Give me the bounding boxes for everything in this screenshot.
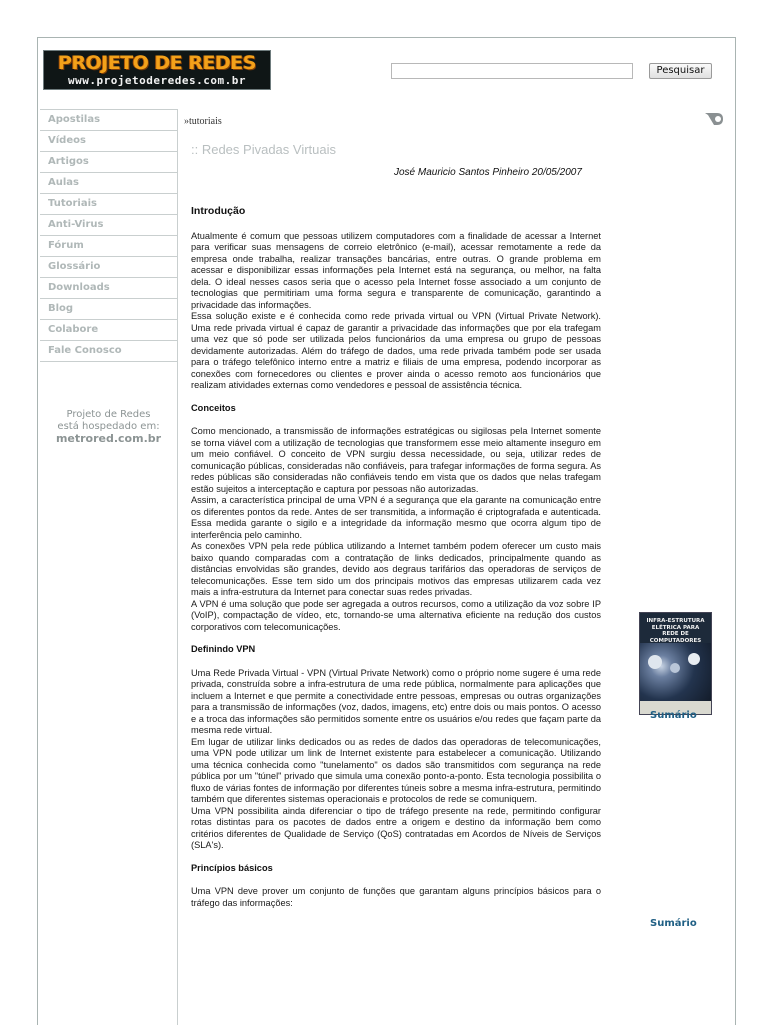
hosted-line-1: Projeto de Redes (66, 409, 151, 420)
sidebar-item-blog[interactable]: Blog (40, 298, 177, 319)
heading-definindo-vpn: Definindo VPN (191, 644, 256, 654)
search-input[interactable] (391, 63, 633, 79)
hosting-notice (40, 409, 177, 445)
sidebar-item-fale-conosco[interactable]: Fale Conosco (40, 340, 177, 362)
host-link[interactable]: metrored.com.br (55, 432, 162, 445)
logo-title: PROJETO DE REDES (58, 52, 256, 74)
sidebar-item-colabore[interactable]: Colabore (40, 319, 177, 340)
paragraph: Uma Rede Privada Virtual - VPN (Virtual Private Network) como o próprio nome sugere é uma rede privada, construída sobre a infra-estrutura de uma rede pública, normalmente para aplicações que incluem a Internet e que permite a conectividade entre pessoas, empresas ou outras organizações para a transmissão de informações (voz, dados, imagens, etc) entre dois ou mais pontos. O acesso e a troca das informações são permitidos somente entre os usuários e/ou redes que façam parte da mesma rede virtual. (191, 667, 601, 735)
sidebar-item-glossario[interactable]: Glossário (40, 256, 177, 277)
breadcrumb[interactable]: »tutoriais (184, 116, 222, 127)
search-button[interactable]: Pesquisar (649, 63, 712, 79)
sidebar-item-aulas[interactable]: Aulas (40, 172, 177, 193)
sidebar-divider (177, 109, 178, 1025)
sidebar-item-artigos[interactable]: Artigos (40, 151, 177, 172)
sumario-link-1[interactable]: Sumário (650, 710, 697, 721)
logo-url: www.projetoderedes.com.br (67, 74, 247, 87)
book-cover-image[interactable] (639, 612, 712, 715)
sidebar-item-downloads[interactable]: Downloads (40, 277, 177, 298)
sidebar-item-anti-virus[interactable]: Anti-Virus (40, 214, 177, 235)
curl-icon (705, 111, 723, 127)
paragraph: Assim, a característica principal de uma VPN é a segurança que ela garante na comunicação entre os diferentes pontos da rede. Antes de ser transmitida, a informação é criptografada e autenticada. Essa medida garante o sigilo e a integridade da informação mesmo que ocorra algum tipo de interferência pelo caminho. (191, 495, 601, 540)
heading-conceitos: Conceitos (191, 402, 236, 413)
sidebar-nav (40, 109, 177, 362)
site-logo[interactable] (43, 50, 271, 90)
sidebar-item-forum[interactable]: Fórum (40, 235, 177, 256)
sidebar-item-videos[interactable]: Vídeos (40, 130, 177, 151)
author-byline: José Mauricio Santos Pinheiro 20/05/2007 (394, 167, 582, 178)
paragraph: Como mencionado, a transmissão de informações estratégicas ou sigilosas pela Internet somente se torna viável com a utilização de tecnologias que transformem esse meio altamente inseguro em um meio confiável. O conceito de VPN surgiu dessa necessidade, ou seja, utilizar redes de comunicação públicas, consideradas não confiáveis, para trafegar informações de forma segura. As redes públicas são consideradas não confiáveis tendo em vista que os dados que nelas trafegam estão sujeitos a interceptação e captura por pessoas não autorizadas. (191, 426, 601, 494)
sidebar-item-tutoriais[interactable]: Tutoriais (40, 193, 177, 214)
article-body (191, 206, 601, 909)
heading-introducao: Introdução (191, 205, 246, 217)
paragraph: A VPN é uma solução que pode ser agregada a outros recursos, como a utilização da voz sobre IP (VoIP), compactação de vídeo, etc, tornando-se uma alternativa eficiente na redução dos custos corporativos com telecomunicações. (191, 598, 601, 632)
paragraph: Uma VPN possibilita ainda diferenciar o tipo de tráfego presente na rede, permitindo configurar rotas distintas para os pacotes de dados entre a origem e destino da informação bem como critérios diferentes de Qualidade de Serviço (QoS) contratadas em Acordos de Níveis de Serviços (SLA's). (191, 805, 601, 850)
paragraph: As conexões VPN pela rede pública utilizando a Internet também podem oferecer um custo mais baixo quando comparadas com a contratação de links dedicados, principalmente quando as distâncias envolvidas são grandes, devido aos degraus tarifários das operadoras de serviços de telecomunicações. Esse tem sido um dos principais motivos das empresas utilizarem cada vez mais a infra-estrutura da Internet para conectar suas redes privadas. (191, 541, 601, 597)
paragraph: Essa solução existe e é conhecida como rede privada virtual ou VPN (Virtual Private Network). Uma rede privada virtual é capaz de garantir a privacidade das informações que por ela trafegam uma vez que só pode ser utilizada pelos funcionários da uma empresa ou grupo de pessoas devidamente autorizadas. Além do tráfego de dados, uma rede privada também pode ser usada para o tráfego telefônico interno entre a matriz e filiais de uma empresa, podendo incorporar as conexões com fornecedores ou clientes e prover ainda o acesso remoto aos funcionários que realizam atividades externas como vendedores e pessoal de assistência técnica. (191, 311, 601, 390)
sumario-link-2[interactable]: Sumário (650, 918, 697, 929)
page-frame (37, 37, 736, 1025)
hosted-line-2: está hospedado em: (57, 421, 160, 432)
paragraph: Em lugar de utilizar links dedicados ou as redes de dados das operadoras de telecomunicações, uma VPN pode utilizar um link de Internet existente para estabelecer a comunicação. Utilizando uma técnica conhecida como "tunelamento" os dados são transmitidos com segurança na rede pública por um "túnel" privado que simula uma conexão ponto-a-ponto. Esta tecnologia possibilita o fluxo de várias fontes de informação por diferentes túneis sobre a mesma infra-estrutura, permitindo também que diferentes sistemas operacionais e protocolos de rede se comuniquem. (191, 736, 601, 804)
page-title: :: Redes Pivadas Virtuais (191, 142, 336, 157)
paragraph: Uma VPN deve prover um conjunto de funções que garantam alguns princípios básicos para o tráfego das informações: (191, 886, 601, 908)
sidebar-item-apostilas[interactable]: Apostilas (40, 109, 177, 130)
heading-principios-basicos: Princípios básicos (191, 862, 273, 873)
book-title: INFRA-ESTRUTURA ELÉTRICA PARA REDE DE COMPUTADORES (646, 618, 705, 644)
paragraph: Atualmente é comum que pessoas utilizem computadores com a finalidade de acessar a Internet para verificar suas mensagens de correio eletrônico (e-mail), acessar remotamente a rede da empresa onde trabalha, realizar transações bancárias, entre outras. O grande problema em acessar e disponibilizar essas informações pela Internet está na segurança, ou melhor, na falta dela. O ideal nesses casos seria que o acesso pela Internet fosse associado a um conjunto de tecnologias que permitiriam uma forma segura e transparente de comunicação, garantindo a privacidade das informações. (191, 230, 601, 310)
